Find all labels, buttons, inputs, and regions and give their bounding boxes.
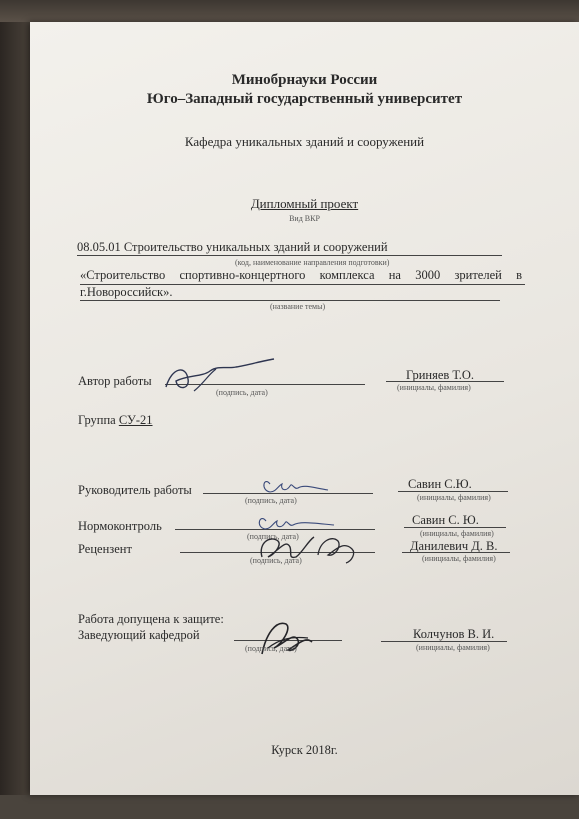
normcontrol-name-caption: (инициалы, фамилия) xyxy=(420,529,494,538)
normcontrol-name-underline xyxy=(404,527,506,528)
thesis-title-line-2: г.Новороссийск». xyxy=(80,285,173,299)
title-word: 3000 xyxy=(415,268,441,282)
supervisor-label: Руководитель работы xyxy=(78,483,192,497)
specialty-code: 08.05.01 Строительство уникальных зданий и сооружений xyxy=(77,240,388,254)
university-heading: Юго–Западный государственный университет xyxy=(146,91,463,107)
title-word: спортивно-концертного xyxy=(179,268,306,282)
specialty-caption: (код, наименование направления подготовки) xyxy=(235,258,390,267)
title-word: в xyxy=(516,268,522,282)
head-of-department-label: Заведующий кафедрой xyxy=(78,628,200,642)
group-value: СУ-21 xyxy=(118,413,153,427)
head-name-underline xyxy=(381,641,507,642)
supervisor-name-underline xyxy=(398,491,508,492)
thesis-title-caption: (название темы) xyxy=(270,302,326,311)
supervisor-name: Савин С.Ю. xyxy=(408,477,472,491)
author-signature-caption: (подпись, дата) xyxy=(216,388,268,397)
reviewer-name: Данилевич Д. В. xyxy=(410,539,498,553)
group-row xyxy=(78,413,153,428)
desk-background-bottom xyxy=(0,795,579,819)
ministry-heading: Минобрнауки России xyxy=(231,72,378,88)
desk-background-top xyxy=(0,0,579,22)
admission-text: Работа допущена к защите: xyxy=(78,612,224,626)
title-word: комплекса xyxy=(319,268,375,282)
author-name-underline xyxy=(386,381,504,382)
normcontrol-signature-caption: (подпись, дата) xyxy=(247,532,299,541)
title-word: «Строительство xyxy=(80,268,166,282)
title-word: зрителей xyxy=(454,268,502,282)
author-name-caption: (инициалы, фамилия) xyxy=(397,383,471,392)
head-of-department-signature xyxy=(252,614,322,660)
department-name: Кафедра уникальных зданий и сооружений xyxy=(184,134,425,149)
author-name: Гриняев Т.О. xyxy=(406,368,475,382)
head-signature-caption: (подпись, дата) xyxy=(245,644,297,653)
reviewer-signature-caption: (подпись, дата) xyxy=(250,556,302,565)
head-of-department-name: Колчунов В. И. xyxy=(413,627,495,641)
reviewer-name-caption: (инициалы, фамилия) xyxy=(422,554,496,563)
normcontrol-name: Савин С. Ю. xyxy=(412,513,479,527)
reviewer-name-underline xyxy=(402,552,510,553)
document-type: Дипломный проект xyxy=(250,196,359,211)
document-page xyxy=(30,22,579,795)
reviewer-label: Рецензент xyxy=(78,542,132,556)
document-type-caption: Вид ВКР xyxy=(289,214,320,223)
normcontrol-label: Нормоконтроль xyxy=(78,519,162,533)
title-underline-2 xyxy=(80,300,500,301)
supervisor-name-caption: (инициалы, фамилия) xyxy=(417,493,491,502)
group-label: Группа xyxy=(78,413,116,427)
specialty-underline xyxy=(77,255,502,256)
thesis-title-line-1 xyxy=(80,268,522,283)
head-name-caption: (инициалы, фамилия) xyxy=(416,643,490,652)
city-year: Курск 2018г. xyxy=(271,743,338,757)
author-label: Автор работы xyxy=(78,374,152,388)
desk-background-left xyxy=(0,0,30,819)
supervisor-signature-caption: (подпись, дата) xyxy=(245,496,297,505)
title-word: на xyxy=(388,268,401,282)
